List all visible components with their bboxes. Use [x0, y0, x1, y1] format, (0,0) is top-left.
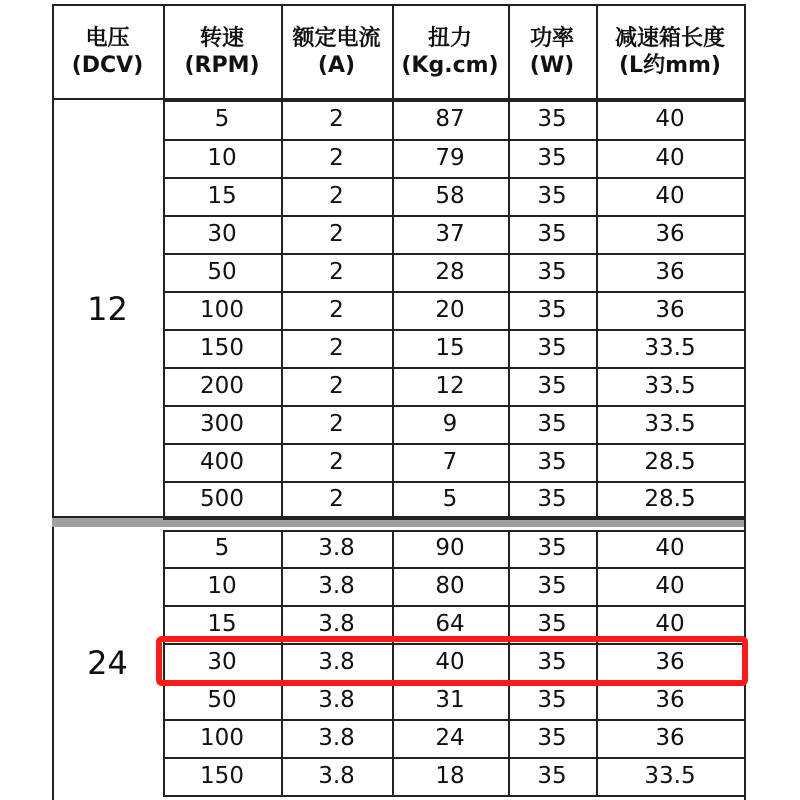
table-cell: 300 [200, 410, 244, 437]
table-cell: 2 [329, 372, 344, 399]
table-cell: 15 [435, 334, 465, 361]
header-unit: (L约mm) [619, 53, 721, 78]
table-cell: 35 [537, 296, 567, 323]
header-cell [163, 4, 281, 100]
table-cell: 33.5 [644, 372, 696, 399]
table-cell: 33.5 [644, 334, 696, 361]
header-unit: (DCV) [71, 53, 144, 78]
table-cell: 40 [655, 610, 685, 637]
table-cell: 40 [435, 648, 465, 675]
row-line [163, 518, 744, 520]
voltage-cell: 24 [87, 643, 128, 682]
header-divider [281, 4, 283, 100]
header-divider [163, 4, 165, 100]
table-cell: 2 [329, 144, 344, 171]
table-cell: 30 [207, 648, 237, 675]
table-cell: 64 [435, 610, 465, 637]
table-cell: 15 [207, 182, 237, 209]
table-cell: 36 [655, 296, 685, 323]
table-cell: 3.8 [318, 648, 355, 675]
table-cell: 150 [200, 762, 244, 789]
table-cell: 36 [655, 220, 685, 247]
table-cell: 100 [200, 724, 244, 751]
table-cell: 35 [537, 334, 567, 361]
table-cell: 2 [329, 486, 344, 512]
header-label: 电压 [85, 25, 130, 51]
table-cell: 40 [655, 182, 685, 209]
table-cell: 33.5 [644, 410, 696, 437]
header-cell [52, 4, 163, 100]
table-cell: 35 [537, 724, 567, 751]
table-cell: 10 [207, 144, 237, 171]
table-cell: 35 [537, 535, 567, 561]
table-cell: 2 [329, 296, 344, 323]
table-cell: 5 [214, 535, 230, 561]
table-cell: 35 [537, 648, 567, 675]
table-cell: 36 [655, 686, 685, 713]
table-cell: 31 [435, 686, 465, 713]
table-cell: 35 [537, 762, 567, 789]
table-border-top [52, 4, 746, 6]
table-cell: 50 [207, 686, 237, 713]
table-cell: 33.5 [644, 762, 696, 789]
header-cell [392, 4, 508, 100]
table-cell: 40 [655, 535, 685, 561]
table-cell: 200 [200, 372, 244, 399]
table-cell: 35 [537, 258, 567, 285]
table-cell: 2 [329, 182, 344, 209]
table-cell: 100 [200, 296, 244, 323]
header-unit: (A) [317, 53, 356, 78]
table-cell: 20 [435, 296, 465, 323]
table-cell: 36 [655, 258, 685, 285]
table-cell: 5 [442, 486, 458, 512]
header-label: 转速 [199, 25, 244, 51]
header-label: 减速箱长度 [614, 25, 725, 51]
table-cell: 40 [655, 572, 685, 599]
table-cell: 150 [200, 334, 244, 361]
table-cell: 2 [329, 448, 344, 475]
table-cell: 40 [655, 106, 685, 132]
table-cell: 15 [207, 610, 237, 637]
table-cell: 40 [655, 144, 685, 171]
voltage-cell: 12 [87, 290, 128, 328]
table-cell: 3.8 [318, 610, 355, 637]
table-cell: 35 [537, 610, 567, 637]
table-cell: 2 [329, 220, 344, 247]
group-bottom-line [52, 516, 746, 518]
table-cell: 2 [329, 258, 344, 285]
table-cell: 9 [442, 410, 458, 437]
header-divider [392, 4, 394, 100]
header-unit: (W) [529, 53, 575, 78]
header-cell [596, 4, 744, 100]
table-cell: 28.5 [644, 486, 696, 512]
table-cell: 35 [537, 410, 567, 437]
header-unit: (RPM) [184, 53, 260, 78]
table-cell: 2 [329, 106, 344, 132]
table-cell: 80 [435, 572, 465, 599]
table-cell: 35 [537, 182, 567, 209]
table-cell: 35 [537, 572, 567, 599]
highlight-box [156, 636, 748, 686]
table-cell: 36 [655, 724, 685, 751]
table-cell: 400 [200, 448, 244, 475]
table-cell: 35 [537, 686, 567, 713]
table-cell: 2 [329, 334, 344, 361]
table-cell: 10 [207, 572, 237, 599]
header-cell [281, 4, 392, 100]
table-cell: 79 [435, 144, 465, 171]
table-cell: 2 [329, 410, 344, 437]
table-cell: 5 [214, 106, 230, 132]
table-cell: 3.8 [318, 762, 355, 789]
table-cell: 30 [207, 220, 237, 247]
table-cell: 24 [435, 724, 465, 751]
table-cell: 87 [435, 106, 465, 132]
table-cell: 35 [537, 106, 567, 132]
table-cell: 18 [435, 762, 465, 789]
table-cell: 500 [200, 486, 244, 512]
table-cell: 35 [537, 448, 567, 475]
row-line [163, 795, 744, 797]
table-cell: 35 [537, 486, 567, 512]
table-cell: 3.8 [318, 535, 355, 561]
table-cell: 35 [537, 144, 567, 171]
table-cell: 37 [435, 220, 465, 247]
table-cell: 28.5 [644, 448, 696, 475]
table-cell: 50 [207, 258, 237, 285]
table-cell: 58 [435, 182, 465, 209]
header-divider [596, 4, 598, 100]
table-cell: 36 [655, 648, 685, 675]
header-cell [508, 4, 596, 100]
table-cell: 90 [435, 535, 465, 561]
table-cell: 3.8 [318, 724, 355, 751]
table-cell: 3.8 [318, 686, 355, 713]
table-cell: 3.8 [318, 572, 355, 599]
header-divider [508, 4, 510, 100]
table-cell: 35 [537, 372, 567, 399]
header-unit: (Kg.cm) [401, 53, 499, 78]
table-cell: 35 [537, 220, 567, 247]
header-label: 扭力 [427, 25, 472, 51]
table-cell: 28 [435, 258, 465, 285]
table-cell: 12 [435, 372, 465, 399]
header-label: 额定电流 [292, 25, 381, 51]
table-cell: 7 [442, 448, 458, 475]
header-label: 功率 [529, 25, 574, 51]
